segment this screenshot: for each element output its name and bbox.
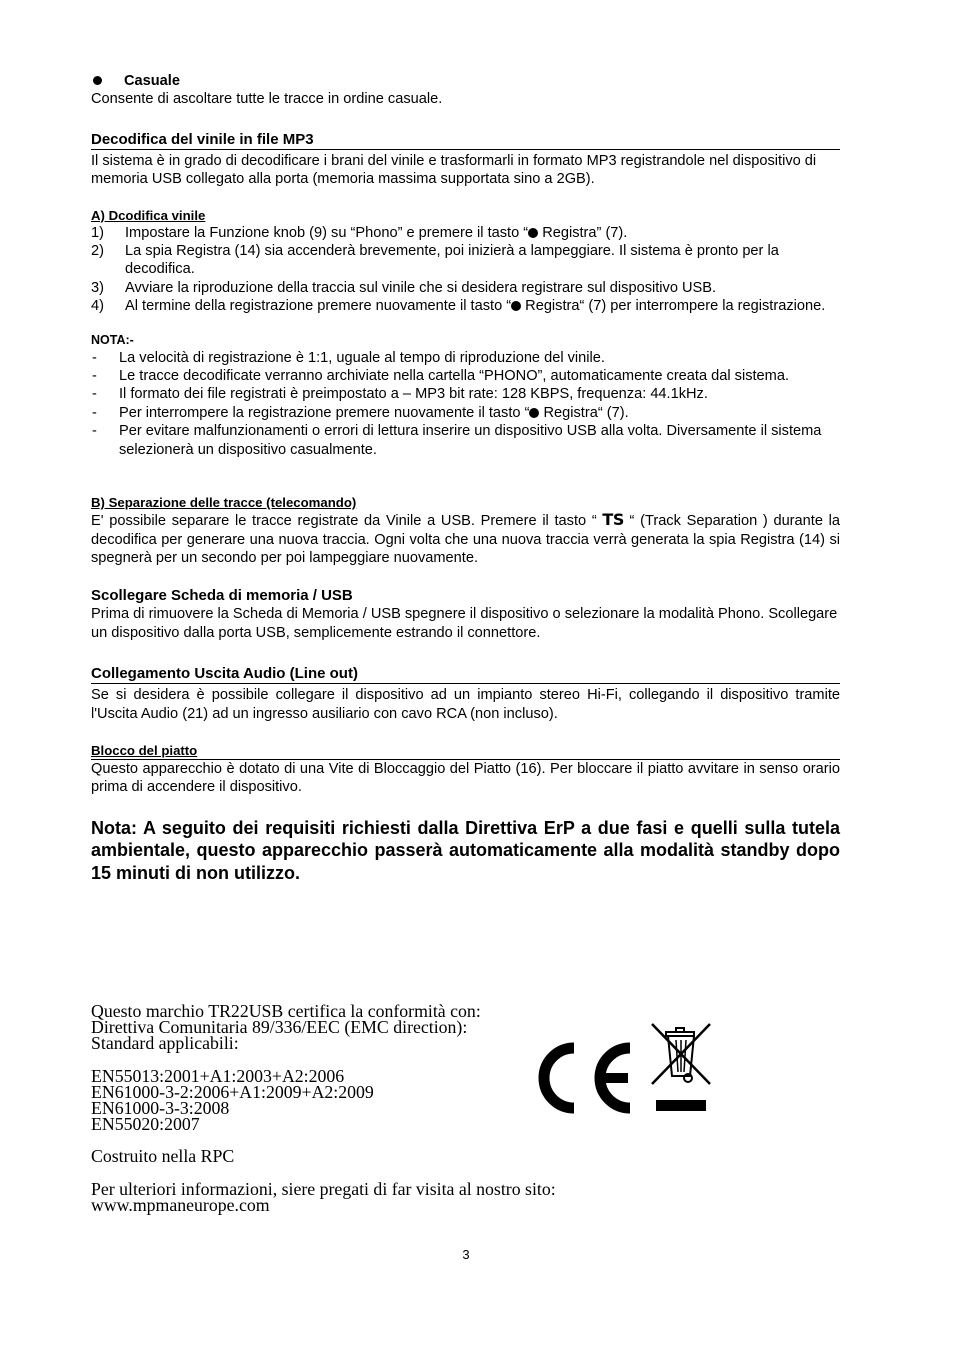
origin-text: Costruito nella RPC bbox=[91, 1146, 235, 1167]
casuale-text: Consente di ascoltare tutte le tracce in ordine casuale. bbox=[91, 91, 443, 108]
record-dot-icon bbox=[529, 408, 539, 418]
step-item: 3) Avviare la riproduzione della traccia sul vinile che si desidera registrare sul dispositivo USB. bbox=[91, 279, 717, 296]
casuale-heading bbox=[91, 72, 840, 90]
cert-line-3: Standard applicabili: bbox=[91, 1033, 239, 1054]
note-item: - Il formato dei file registrati è preimpostato a – MP3 bit rate: 128 KBPS, frequenza: 44.1kHz. bbox=[92, 386, 708, 403]
cert-line-1: Questo marchio TR22USB certifica la conformità con: bbox=[91, 1001, 481, 1021]
sub-b-title: B) Separazione delle tracce (telecomando) bbox=[91, 495, 357, 511]
steps-list bbox=[91, 224, 840, 316]
step-item: 1) Impostare la Funzione knob (9) su “Phono” e premere il tasto “ Registra” (7). bbox=[91, 224, 628, 241]
compliance-logos bbox=[536, 1022, 716, 1116]
scollegare-text: Prima di rimuovere la Scheda di Memoria / USB spegnere il dispositivo o selezionare la modalità Phono. Scollegare un dispositivo dalla porta USB, semplicemente estrando il connettore. bbox=[91, 606, 838, 641]
standard-item: EN61000-3-2:2006+A1:2009+A2:2009 bbox=[91, 1081, 374, 1102]
scollegare-title: Scollegare Scheda di memoria / USB bbox=[91, 587, 353, 605]
line-out-text: Se si desidera è possibile collegare il dispositivo ad un impianto stereo Hi-Fi, collegando il dispositivo tramite l'Uscita Audio (21) ad un ingresso ausiliario con cavo RCA (non incluso). bbox=[91, 687, 840, 722]
line-out-title: Collegamento Uscita Audio (Line out) bbox=[91, 664, 840, 684]
note-item: - Per interrompere la registrazione premere nuovamente il tasto “ Registra“ (7). bbox=[92, 404, 629, 421]
weee-crossed-bin-icon bbox=[650, 1022, 712, 1114]
standard-item: EN55013:2001+A1:2003+A2:2006 bbox=[91, 1065, 345, 1086]
record-dot-icon bbox=[511, 301, 521, 311]
bullet-icon bbox=[93, 76, 102, 85]
record-dot-icon bbox=[528, 228, 538, 238]
standard-item: EN61000-3-3:2008 bbox=[91, 1098, 230, 1119]
page-body bbox=[91, 72, 840, 884]
info-text: Per ulteriori informazioni, siere pregati di far visita al nostro sito: bbox=[91, 1178, 556, 1199]
decodifica-title: Decodifica del vinile in file MP3 bbox=[91, 130, 840, 150]
notes-list bbox=[91, 349, 840, 459]
website-text: www.mpmaneurope.com bbox=[91, 1194, 270, 1215]
step-item: 4) Al termine della registrazione premere nuovamente il tasto “ Registra“ (7) per interrompere la registrazione. bbox=[91, 298, 826, 315]
standard-item: EN55020:2007 bbox=[91, 1114, 200, 1135]
sub-a-title: A) Dcodifica vinile bbox=[91, 207, 206, 223]
cert-line-2: Direttiva Comunitaria 89/336/EEC (EMC direction): bbox=[91, 1017, 468, 1038]
note-item: - La velocità di registrazione è 1:1, uguale al tempo di riproduzione del vinile. bbox=[92, 349, 605, 366]
sub-b-text: E' possibile separare le tracce registrate da Vinile a USB. Premere il tasto “ TS “ (Track Separation ) durante la decodifica per generare una nuova traccia. Ogni volta che una nuova traccia verrà generata la spia Registra (14) si spegnerà per un secondo per poi lampeggiare nuovamente. bbox=[91, 510, 840, 566]
step-item: 2) La spia Registra (14) sia accenderà brevemente, poi inizierà a lampeggiare. Il sistema è pronto per la decodifica. bbox=[91, 243, 779, 278]
page-number: 3 bbox=[462, 1247, 470, 1262]
ts-button-icon: TS bbox=[602, 510, 624, 530]
nota-title: NOTA:- bbox=[91, 332, 134, 347]
decodifica-intro: Il sistema è in grado di decodificare i brani del vinile e trasformarli in formato MP3 registrandole nel dispositivo di memoria USB collegato alla porta (memoria massima supportata sino a 2GB). bbox=[91, 152, 817, 188]
casuale-title: Casuale bbox=[124, 73, 180, 89]
note-item: - Le tracce decodificate verranno archiviate nella cartella “PHONO”, automaticamente creata dal sistema. bbox=[92, 368, 790, 385]
blocco-title: Blocco del piatto bbox=[91, 742, 840, 760]
blocco-text: Questo apparecchio è dotato di una Vite di Bloccaggio del Piatto (16). Per bloccare il piatto avvitare in senso orario prima di accendere il dispositivo. bbox=[91, 760, 840, 796]
erp-note: Nota: A seguito dei requisiti richiesti dalla Direttiva ErP a due fasi e quelli sulla tutela ambientale, questo apparecchio passerà automaticamente alla modalità standby dopo 15 minuti di non utilizzo. bbox=[91, 817, 840, 883]
note-item: - Per evitare malfunzionamenti o errori di lettura inserire un dispositivo USB alla volta. Diversamente il sistema selezionerà un dispositivo casualmente. bbox=[92, 423, 822, 458]
